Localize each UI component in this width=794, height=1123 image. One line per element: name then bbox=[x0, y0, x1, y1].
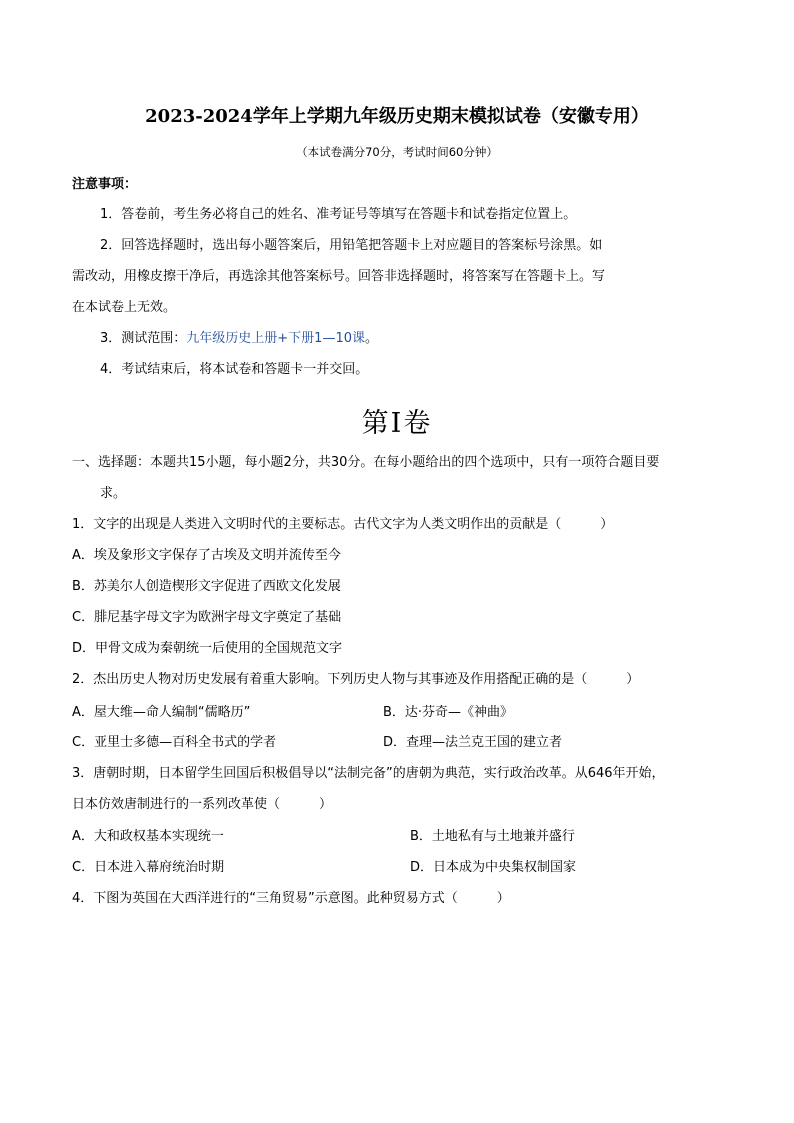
question-4-stem: 4．下图为英国在大西洋进行的“三角贸易”示意图。此种贸易方式（ ） bbox=[72, 891, 510, 906]
question-1-stem: 1．文字的出现是人类进入文明时代的主要标志。古代文字为人类文明作出的贡献是（ ） bbox=[72, 517, 614, 532]
notice-item-3-prefix: 3．测试范围： bbox=[100, 331, 187, 346]
notice-item-3 bbox=[100, 330, 378, 348]
test-scope: 九年级历史上册+下册1—10课 bbox=[186, 331, 365, 346]
notice-item-2-line-1: 2．回答选择题时，选出每小题答案后，用铅笔把答题卡上对应题目的答案标号涂黑。如 bbox=[100, 238, 603, 253]
notice-item-4: 4．考试结束后，将本试卷和答题卡一并交回。 bbox=[100, 362, 369, 377]
part1-intro-line-2: 求。 bbox=[100, 486, 127, 501]
question-1-option-d: D．甲骨文成为秦朝统一后使用的全国规范文字 bbox=[72, 641, 343, 656]
question-3-stem-line-1: 3．唐朝时期，日本留学生回国后积极倡导以“法制完备”的唐朝为典范，实行政治改革。从646年开始， bbox=[72, 766, 665, 781]
question-3-option-b: B．土地私有与土地兼并盛行 bbox=[410, 829, 575, 844]
question-2-option-c: C．亚里士多德—百科全书式的学者 bbox=[72, 735, 277, 750]
question-1-option-b: B．苏美尔人创造楔形文字促进了西欧文化发展 bbox=[72, 579, 341, 594]
notice-heading: 注意事项： bbox=[72, 177, 138, 192]
section-title: 第I卷 bbox=[361, 408, 433, 439]
notice-item-3-suffix: 。 bbox=[365, 331, 379, 346]
exam-subtitle: （本试卷满分70分，考试时间60分钟） bbox=[296, 145, 498, 159]
question-3-stem-line-2: 日本仿效唐制进行的一系列改革使（ ） bbox=[72, 797, 333, 812]
question-2-option-a: A．屋大维—命人编制“儒略历” bbox=[72, 705, 251, 720]
notice-item-2-line-2: 需改动，用橡皮擦干净后，再选涂其他答案标号。回答非选择题时，将答案写在答题卡上。写 bbox=[72, 269, 606, 284]
page-title: 2023-2024学年上学期九年级历史期末模拟试卷（安徽专用） bbox=[145, 106, 649, 127]
question-3-option-c: C．日本进入幕府统治时期 bbox=[72, 860, 225, 875]
question-2-stem: 2．杰出历史人物对历史发展有着重大影响。下列历史人物与其事迹及作用搭配正确的是（ ） bbox=[72, 672, 640, 687]
question-3-option-a: A．大和政权基本实现统一 bbox=[72, 829, 224, 844]
notice-item-1: 1．答卷前，考生务必将自己的姓名、准考证号等填写在答题卡和试卷指定位置上。 bbox=[100, 207, 577, 222]
question-1-option-a: A．埃及象形文字保存了古埃及文明并流传至今 bbox=[72, 548, 341, 563]
question-3-option-d: D．日本成为中央集权制国家 bbox=[410, 860, 577, 875]
part1-intro-line-1: 一、选择题：本题共15小题，每小题2分，共30分。在每小题给出的四个选项中，只有一项符合题目要 bbox=[72, 455, 660, 470]
question-1-option-c: C．腓尼基字母文字为欧洲字母文字奠定了基础 bbox=[72, 610, 342, 625]
question-2-option-d: D．查理—法兰克王国的建立者 bbox=[383, 735, 563, 750]
notice-item-2-line-3: 在本试卷上无效。 bbox=[72, 300, 177, 315]
question-2-option-b: B．达·芬奇—《神曲》 bbox=[383, 705, 514, 720]
